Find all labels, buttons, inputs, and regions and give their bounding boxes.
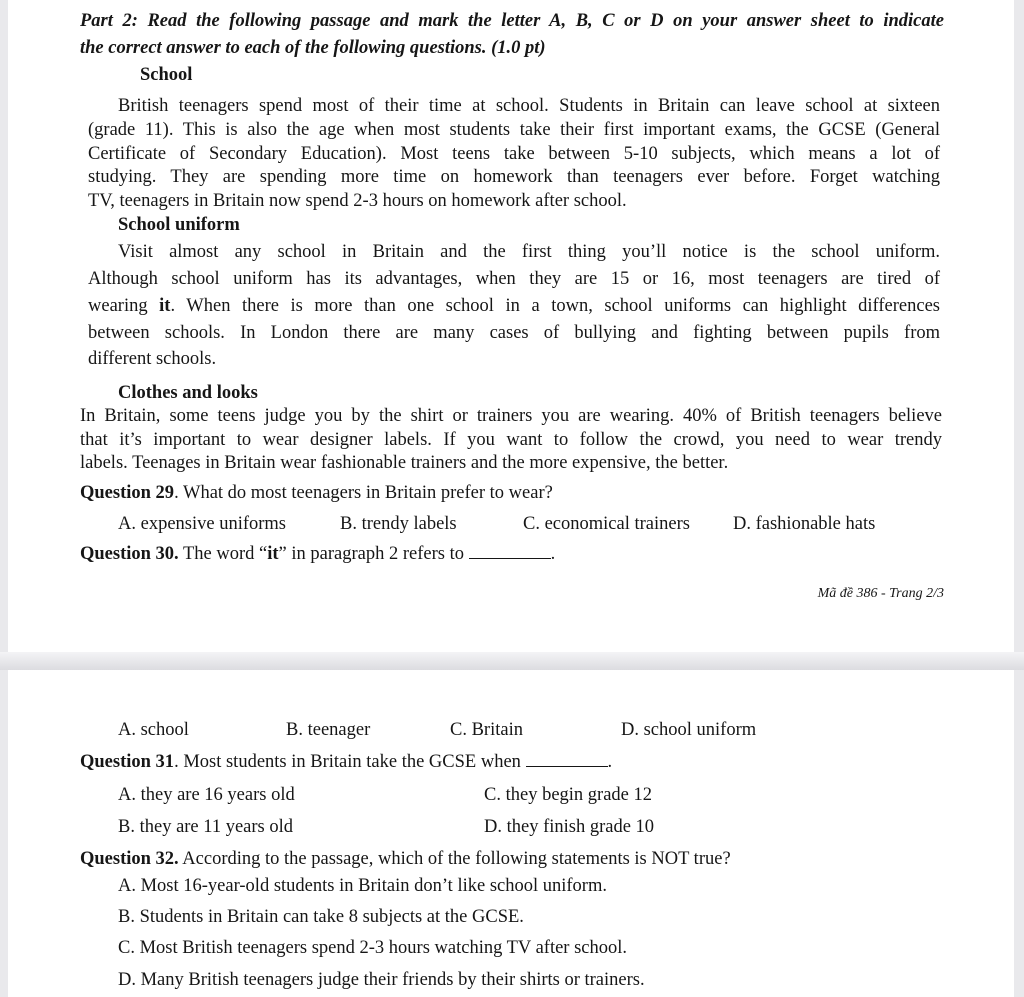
question-29: Question 29. What do most teenagers in Britain prefer to wear? <box>80 483 553 503</box>
q30-option-a: A. school <box>118 720 189 740</box>
question-31: Question 31. Most students in Britain take the GCSE when . <box>80 752 613 772</box>
paragraph-3-line-2: that it’s important to wear designer labels. If you want to follow the crowd, you need to wear trendy <box>80 430 942 450</box>
q31-option-b: B. they are 11 years old <box>118 817 294 837</box>
q32-option-b: B. Students in Britain can take 8 subjects at the GCSE. <box>118 907 524 927</box>
question-30: Question 30. The word “it” in paragraph 2 refers to . <box>80 544 556 564</box>
page-separator <box>0 652 1024 670</box>
paragraph-1-line-3: Certificate of Secondary Education). Most teens take between 5-10 subjects, which means a lot of <box>88 144 940 164</box>
answer-blank <box>469 543 551 559</box>
page-footer: Mã đề 386 - Trang 2/3 <box>817 586 944 601</box>
q29-option-d: D. fashionable hats <box>733 514 876 534</box>
passage-title: School <box>140 65 193 85</box>
q30-option-d: D. school uniform <box>621 720 757 740</box>
q30-option-c: C. Britain <box>450 720 523 740</box>
q30-option-b: B. teenager <box>286 720 371 740</box>
q31-option-a: A. they are 16 years old <box>118 785 295 805</box>
q29-option-b: B. trendy labels <box>340 514 457 534</box>
q31-option-c: C. they begin grade 12 <box>484 785 652 805</box>
part-instruction-line-1: Part 2: Read the following passage and mark the letter A, B, C or D on your answer sheet to indicate <box>80 11 944 31</box>
paragraph-2-line-5: different schools. <box>88 349 217 369</box>
q32-option-d: D. Many British teenagers judge their friends by their shirts or trainers. <box>118 970 645 990</box>
paragraph-2-line-1: Visit almost any school in Britain and the first thing you’ll notice is the school uniform. <box>118 242 940 262</box>
paragraph-1-line-2: (grade 11). This is also the age when most students take their first important exams, the GCSE (General <box>88 120 940 140</box>
answer-blank <box>526 751 608 767</box>
paragraph-2-line-4: between schools. In London there are many cases of bullying and fighting between pupils from <box>88 323 940 343</box>
paragraph-1-line-5: TV, teenagers in Britain now spend 2-3 hours on homework after school. <box>88 191 627 211</box>
paragraph-1-line-1: British teenagers spend most of their time at school. Students in Britain can leave school at sixteen <box>118 96 940 116</box>
q32-option-a: A. Most 16-year-old students in Britain don’t like school uniform. <box>118 876 607 896</box>
q29-option-c: C. economical trainers <box>523 514 690 534</box>
question-32: Question 32. According to the passage, which of the following statements is NOT true? <box>80 849 731 869</box>
paragraph-2-line-3: wearing it. When there is more than one school in a town, school uniforms can highlight differences <box>88 296 940 316</box>
q29-option-a: A. expensive uniforms <box>118 514 287 534</box>
paragraph-3-line-3: labels. Teenages in Britain wear fashionable trainers and the more expensive, the better. <box>80 453 729 473</box>
part-instruction-line-2: the correct answer to each of the following questions. (1.0 pt) <box>80 38 546 58</box>
paragraph-2-line-2: Although school uniform has its advantages, when they are 15 or 16, most teenagers are tired of <box>88 269 940 289</box>
paragraph-3-line-1: In Britain, some teens judge you by the shirt or trainers you are wearing. 40% of British teenagers believe <box>80 406 942 426</box>
q32-option-c: C. Most British teenagers spend 2-3 hours watching TV after school. <box>118 938 628 958</box>
heading-school-uniform: School uniform <box>118 215 240 235</box>
paragraph-1-line-4: studying. They are spending more time on homework than teenagers ever before. Forget watching <box>88 167 940 187</box>
q31-option-d: D. they finish grade 10 <box>484 817 655 837</box>
heading-clothes-and-looks: Clothes and looks <box>118 383 258 403</box>
